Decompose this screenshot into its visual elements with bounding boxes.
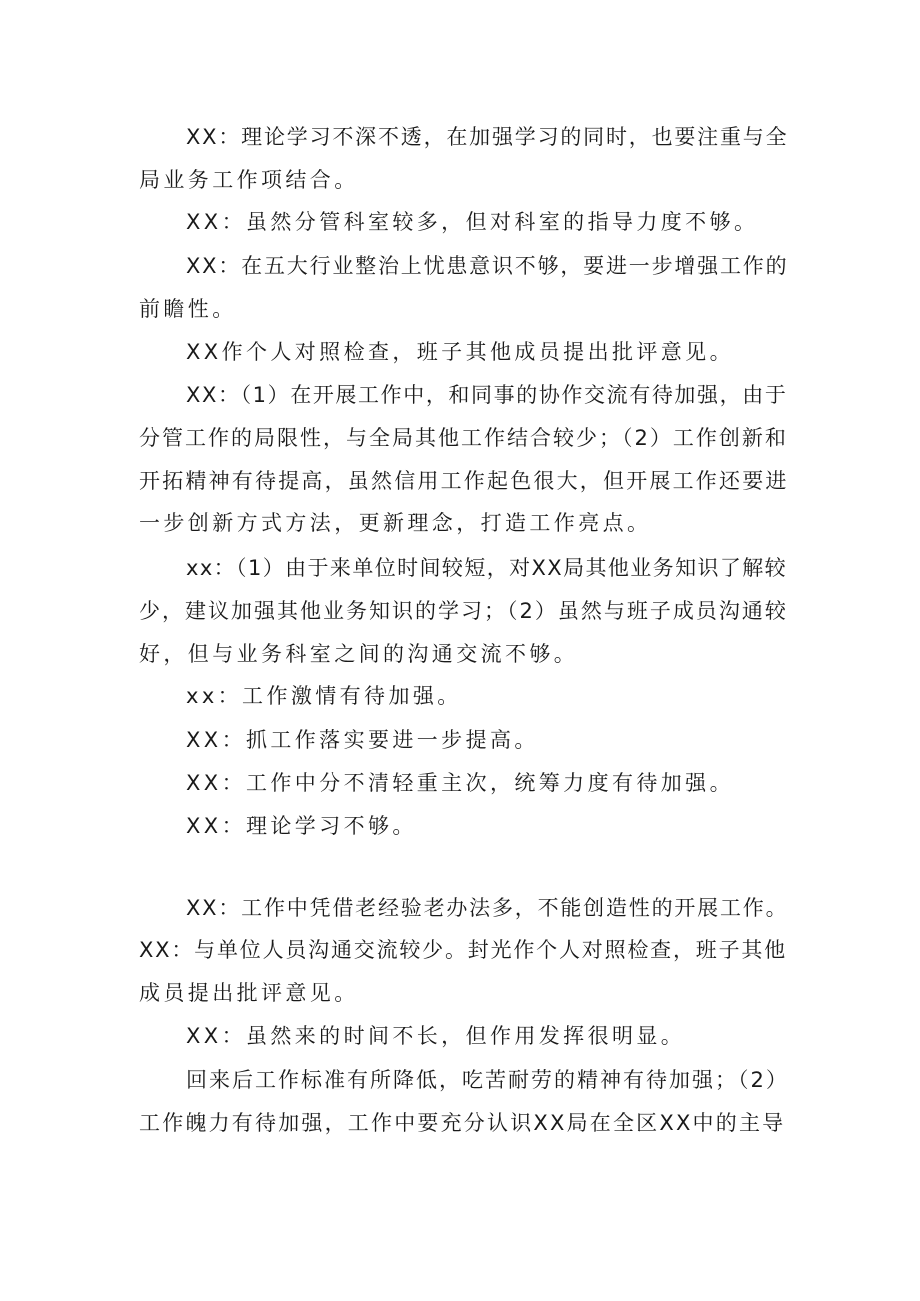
paragraph-line: XX：理论学习不够。: [186, 814, 417, 838]
paragraph-line: XX：工作中凭借老经验老办法多，不能创造性的开展工作。: [186, 896, 789, 920]
paragraph-line: 成员提出批评意见。: [139, 981, 359, 1005]
paragraph-line: 好，但与业务科室之间的沟通交流不够。: [139, 642, 579, 666]
paragraph-line: XX作个人对照检查，班子其他成员提出批评意见。: [186, 340, 734, 364]
paragraph-line: XX：虽然分管科室较多，但对科室的指导力度不够。: [186, 210, 759, 234]
paragraph-line: XX：（1）在开展工作中，和同事的协作交流有待加强，由于: [186, 383, 788, 407]
paragraph-line: XX：虽然来的时间不长，但作用发挥很明显。: [186, 1024, 686, 1048]
paragraph-line: XX：在五大行业整治上忧患意识不够，要进一步增强工作的: [186, 254, 789, 278]
paragraph-line: xx：工作激情有待加强。: [186, 684, 462, 708]
paragraph-line: 前瞻性。: [139, 297, 237, 321]
paragraph-line: XX：与单位人员沟通交流较少。封光作个人对照检查，班子其他: [139, 938, 787, 962]
paragraph-line: 回来后工作标准有所降低，吃苦耐劳的精神有待加强；（2）: [186, 1068, 789, 1092]
paragraph-line: 分管工作的局限性，与全局其他工作结合较少；（2）工作创新和: [139, 426, 788, 450]
paragraph-line: XX：理论学习不深不透，在加强学习的同时，也要注重与全: [186, 125, 789, 149]
paragraph-line: 少，建议加强其他业务知识的学习；（2）虽然与班子成员沟通较: [139, 599, 788, 623]
paragraph-line: xx：（1）由于来单位时间较短，对XX局其他业务知识了解较: [186, 556, 788, 580]
paragraph-line: 开拓精神有待提高，虽然信用工作起色很大，但开展工作还要进: [139, 469, 789, 493]
paragraph-line: 局业务工作项结合。: [139, 168, 359, 192]
paragraph-line: XX：工作中分不清轻重主次，统筹力度有待加强。: [186, 771, 734, 795]
paragraph-line: 工作魄力有待加强，工作中要充分认识XX局在全区XX中的主导: [139, 1111, 786, 1135]
paragraph-line: XX：抓工作落实要进一步提高。: [186, 728, 539, 752]
paragraph-line: 一步创新方式方法，更新理念，打造工作亮点。: [139, 511, 652, 535]
